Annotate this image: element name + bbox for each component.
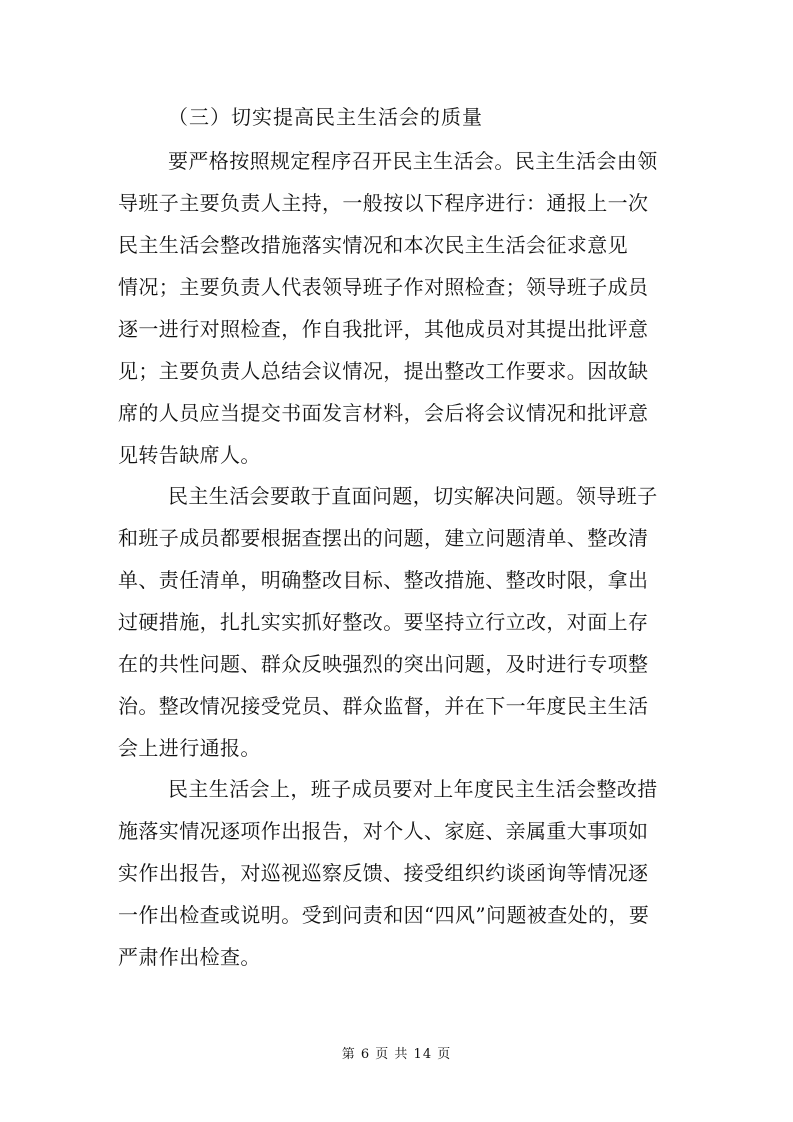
paragraph-2-line-7: 会上进行通报。 [118,736,261,760]
paragraph-3-line-1: 民主生活会上，班子成员要对上年度民主生活会整改措 [168,777,658,801]
paragraph-3-line-5: 严肃作出检查。 [118,945,261,969]
paragraph-1-line-6: 见；主要负责人总结会议情况，提出整改工作要求。因故缺 [118,359,649,383]
paragraph-3-line-3: 实作出报告，对巡视巡察反馈、接受组织约谈函询等情况逐 [118,861,649,885]
section-heading: （三）切实提高民主生活会的质量 [168,105,483,129]
paragraph-3-line-2: 施落实情况逐项作出报告，对个人、家庭、亲属重大事项如 [118,819,649,843]
paragraph-2-line-5: 在的共性问题、群众反映强烈的突出问题，及时进行专项整 [118,652,649,676]
paragraph-1-line-8: 见转告缺席人。 [118,443,261,467]
paragraph-3-line-4: 一作出检查或说明。受到问责和因“四风”问题被查处的，要 [118,903,650,927]
paragraph-1-line-2: 导班子主要负责人主持，一般按以下程序进行：通报上一次 [118,191,649,215]
paragraph-1-line-1: 要严格按照规定程序召开民主生活会。民主生活会由领 [168,149,658,173]
paragraph-1-line-7: 席的人员应当提交书面发言材料，会后将会议情况和批评意 [118,401,649,425]
paragraph-2-line-2: 和班子成员都要根据查摆出的问题，建立问题清单、整改清 [118,526,649,550]
paragraph-2-line-1: 民主生活会要敢于直面问题，切实解决问题。领导班子 [168,484,658,508]
paragraph-2-line-4: 过硬措施，扎扎实实抓好整改。要坚持立行立改，对面上存 [118,610,649,634]
paragraph-2-line-3: 单、责任清单，明确整改目标、整改措施、整改时限，拿出 [118,568,649,592]
paragraph-2-line-6: 治。整改情况接受党员、群众监督，并在下一年度民主生活 [118,694,649,718]
paragraph-1-line-3: 民主生活会整改措施落实情况和本次民主生活会征求意见 [118,233,628,257]
paragraph-1-line-5: 逐一进行对照检查，作自我批评，其他成员对其提出批评意 [118,317,649,341]
page-number-footer: 第 6 页 共 14 页 [341,1047,452,1062]
paragraph-1-line-4: 情况；主要负责人代表领导班子作对照检查；领导班子成员 [118,275,649,299]
